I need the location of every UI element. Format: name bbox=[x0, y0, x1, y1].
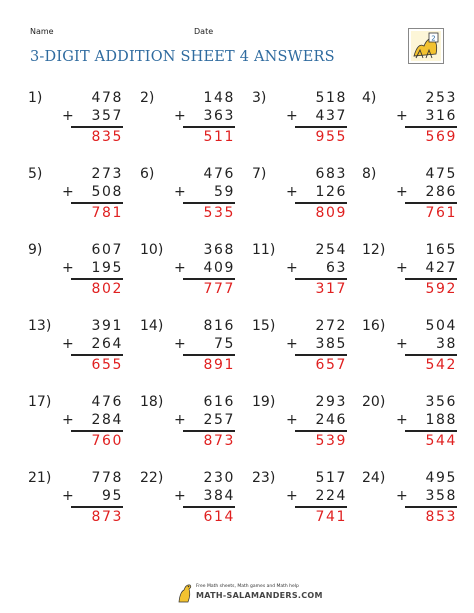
problem-number: 16) bbox=[362, 318, 386, 334]
answer: 809 bbox=[315, 205, 347, 221]
problem-number: 17) bbox=[28, 394, 52, 410]
second-addend: 384 bbox=[203, 488, 235, 504]
second-addend: 508 bbox=[91, 184, 123, 200]
problem-1 bbox=[28, 90, 123, 170]
plus-sign-icon: + bbox=[174, 412, 186, 428]
first-addend: 607 bbox=[91, 242, 123, 258]
second-addend: 63 bbox=[325, 260, 347, 276]
answer: 655 bbox=[91, 357, 123, 373]
problem-number: 15) bbox=[252, 318, 276, 334]
second-addend: 284 bbox=[91, 412, 123, 428]
sum-line bbox=[405, 126, 457, 128]
sum-line bbox=[71, 506, 123, 508]
first-addend: 230 bbox=[203, 470, 235, 486]
plus-sign-icon: + bbox=[62, 488, 74, 504]
second-addend: 95 bbox=[101, 488, 123, 504]
problem-20 bbox=[362, 394, 457, 474]
first-addend: 475 bbox=[425, 166, 457, 182]
plus-sign-icon: + bbox=[396, 184, 408, 200]
problem-15 bbox=[252, 318, 347, 398]
first-addend: 165 bbox=[425, 242, 457, 258]
problem-number: 18) bbox=[140, 394, 164, 410]
plus-sign-icon: + bbox=[286, 260, 298, 276]
second-addend: 437 bbox=[315, 108, 347, 124]
problem-number: 22) bbox=[140, 470, 164, 486]
second-addend: 363 bbox=[203, 108, 235, 124]
problem-19 bbox=[252, 394, 347, 474]
problem-22 bbox=[140, 470, 235, 550]
plus-sign-icon: + bbox=[62, 336, 74, 352]
problem-18 bbox=[140, 394, 235, 474]
first-addend: 356 bbox=[425, 394, 457, 410]
answer: 539 bbox=[315, 433, 347, 449]
plus-sign-icon: + bbox=[396, 412, 408, 428]
plus-sign-icon: + bbox=[62, 108, 74, 124]
problem-number: 7) bbox=[252, 166, 267, 182]
problem-number: 19) bbox=[252, 394, 276, 410]
footer-brand-text: MATH-SALAMANDERS.COM bbox=[196, 591, 323, 600]
sum-line bbox=[405, 278, 457, 280]
plus-sign-icon: + bbox=[62, 412, 74, 428]
problem-number: 14) bbox=[140, 318, 164, 334]
problem-number: 2) bbox=[140, 90, 155, 106]
problem-7 bbox=[252, 166, 347, 246]
sum-line bbox=[295, 202, 347, 204]
problem-14 bbox=[140, 318, 235, 398]
second-addend: 286 bbox=[425, 184, 457, 200]
second-addend: 195 bbox=[91, 260, 123, 276]
second-addend: 264 bbox=[91, 336, 123, 352]
sum-line bbox=[183, 506, 235, 508]
sum-line bbox=[405, 354, 457, 356]
second-addend: 257 bbox=[203, 412, 235, 428]
first-addend: 504 bbox=[425, 318, 457, 334]
sum-line bbox=[183, 354, 235, 356]
problem-8 bbox=[362, 166, 457, 246]
second-addend: 224 bbox=[315, 488, 347, 504]
first-addend: 293 bbox=[315, 394, 347, 410]
sum-line bbox=[71, 430, 123, 432]
first-addend: 254 bbox=[315, 242, 347, 258]
answer: 614 bbox=[203, 509, 235, 525]
answer: 592 bbox=[425, 281, 457, 297]
answer: 741 bbox=[315, 509, 347, 525]
plus-sign-icon: + bbox=[396, 260, 408, 276]
first-addend: 816 bbox=[203, 318, 235, 334]
sum-line bbox=[183, 430, 235, 432]
answer: 511 bbox=[203, 129, 235, 145]
sum-line bbox=[71, 278, 123, 280]
problem-21 bbox=[28, 470, 123, 550]
problem-6 bbox=[140, 166, 235, 246]
answer: 781 bbox=[91, 205, 123, 221]
salamander-footer-icon bbox=[176, 580, 194, 604]
first-addend: 476 bbox=[91, 394, 123, 410]
first-addend: 778 bbox=[91, 470, 123, 486]
problem-3 bbox=[252, 90, 347, 170]
first-addend: 683 bbox=[315, 166, 347, 182]
second-addend: 246 bbox=[315, 412, 347, 428]
problem-number: 12) bbox=[362, 242, 386, 258]
problem-4 bbox=[362, 90, 457, 170]
answer: 760 bbox=[91, 433, 123, 449]
first-addend: 273 bbox=[91, 166, 123, 182]
problem-number: 4) bbox=[362, 90, 377, 106]
problem-5 bbox=[28, 166, 123, 246]
problem-number: 5) bbox=[28, 166, 43, 182]
second-addend: 38 bbox=[435, 336, 457, 352]
plus-sign-icon: + bbox=[174, 260, 186, 276]
math-salamanders-logo-icon bbox=[408, 28, 444, 64]
sheet-title: 3-DIGIT ADDITION SHEET 4 ANSWERS bbox=[30, 49, 335, 65]
plus-sign-icon: + bbox=[286, 412, 298, 428]
problem-number: 11) bbox=[252, 242, 276, 258]
problem-11 bbox=[252, 242, 347, 322]
second-addend: 188 bbox=[425, 412, 457, 428]
second-addend: 385 bbox=[315, 336, 347, 352]
problem-23 bbox=[252, 470, 347, 550]
first-addend: 476 bbox=[203, 166, 235, 182]
sum-line bbox=[405, 202, 457, 204]
sum-line bbox=[71, 354, 123, 356]
answer: 544 bbox=[425, 433, 457, 449]
first-addend: 148 bbox=[203, 90, 235, 106]
sum-line bbox=[295, 430, 347, 432]
answer: 761 bbox=[425, 205, 457, 221]
answer: 853 bbox=[425, 509, 457, 525]
second-addend: 126 bbox=[315, 184, 347, 200]
problem-number: 13) bbox=[28, 318, 52, 334]
problem-9 bbox=[28, 242, 123, 322]
second-addend: 75 bbox=[213, 336, 235, 352]
answer: 873 bbox=[91, 509, 123, 525]
sum-line bbox=[183, 278, 235, 280]
sum-line bbox=[405, 430, 457, 432]
first-addend: 253 bbox=[425, 90, 457, 106]
second-addend: 316 bbox=[425, 108, 457, 124]
sum-line bbox=[71, 202, 123, 204]
problem-number: 1) bbox=[28, 90, 43, 106]
sum-line bbox=[71, 126, 123, 128]
problem-number: 24) bbox=[362, 470, 386, 486]
answer: 542 bbox=[425, 357, 457, 373]
problem-12 bbox=[362, 242, 457, 322]
first-addend: 478 bbox=[91, 90, 123, 106]
first-addend: 391 bbox=[91, 318, 123, 334]
plus-sign-icon: + bbox=[396, 488, 408, 504]
answer: 891 bbox=[203, 357, 235, 373]
plus-sign-icon: + bbox=[174, 184, 186, 200]
answer: 657 bbox=[315, 357, 347, 373]
answer: 873 bbox=[203, 433, 235, 449]
plus-sign-icon: + bbox=[286, 336, 298, 352]
problem-2 bbox=[140, 90, 235, 170]
footer-brand bbox=[176, 580, 323, 606]
plus-sign-icon: + bbox=[174, 108, 186, 124]
date-label: Date bbox=[194, 27, 214, 36]
plus-sign-icon: + bbox=[396, 108, 408, 124]
answer: 955 bbox=[315, 129, 347, 145]
answer: 777 bbox=[203, 281, 235, 297]
sum-line bbox=[405, 506, 457, 508]
second-addend: 427 bbox=[425, 260, 457, 276]
plus-sign-icon: + bbox=[62, 260, 74, 276]
problem-number: 10) bbox=[140, 242, 164, 258]
sum-line bbox=[183, 202, 235, 204]
first-addend: 518 bbox=[315, 90, 347, 106]
sum-line bbox=[295, 354, 347, 356]
svg-text:2: 2 bbox=[431, 34, 436, 43]
second-addend: 357 bbox=[91, 108, 123, 124]
problem-number: 21) bbox=[28, 470, 52, 486]
first-addend: 517 bbox=[315, 470, 347, 486]
second-addend: 358 bbox=[425, 488, 457, 504]
sum-line bbox=[295, 278, 347, 280]
plus-sign-icon: + bbox=[174, 336, 186, 352]
problem-number: 8) bbox=[362, 166, 377, 182]
problem-17 bbox=[28, 394, 123, 474]
first-addend: 272 bbox=[315, 318, 347, 334]
answer: 802 bbox=[91, 281, 123, 297]
first-addend: 616 bbox=[203, 394, 235, 410]
answer: 535 bbox=[203, 205, 235, 221]
second-addend: 409 bbox=[203, 260, 235, 276]
second-addend: 59 bbox=[213, 184, 235, 200]
sum-line bbox=[183, 126, 235, 128]
plus-sign-icon: + bbox=[174, 488, 186, 504]
name-label: Name bbox=[30, 27, 54, 36]
problem-13 bbox=[28, 318, 123, 398]
problem-number: 23) bbox=[252, 470, 276, 486]
plus-sign-icon: + bbox=[286, 108, 298, 124]
problem-number: 6) bbox=[140, 166, 155, 182]
first-addend: 495 bbox=[425, 470, 457, 486]
problem-10 bbox=[140, 242, 235, 322]
problem-number: 9) bbox=[28, 242, 43, 258]
answer: 835 bbox=[91, 129, 123, 145]
problem-24 bbox=[362, 470, 457, 550]
problem-number: 20) bbox=[362, 394, 386, 410]
plus-sign-icon: + bbox=[286, 184, 298, 200]
first-addend: 368 bbox=[203, 242, 235, 258]
plus-sign-icon: + bbox=[286, 488, 298, 504]
answer: 569 bbox=[425, 129, 457, 145]
answer: 317 bbox=[315, 281, 347, 297]
problem-number: 3) bbox=[252, 90, 267, 106]
plus-sign-icon: + bbox=[62, 184, 74, 200]
footer-tagline: Free Math sheets, Math games and Math help bbox=[196, 584, 299, 589]
sum-line bbox=[295, 126, 347, 128]
problem-16 bbox=[362, 318, 457, 398]
plus-sign-icon: + bbox=[396, 336, 408, 352]
sum-line bbox=[295, 506, 347, 508]
